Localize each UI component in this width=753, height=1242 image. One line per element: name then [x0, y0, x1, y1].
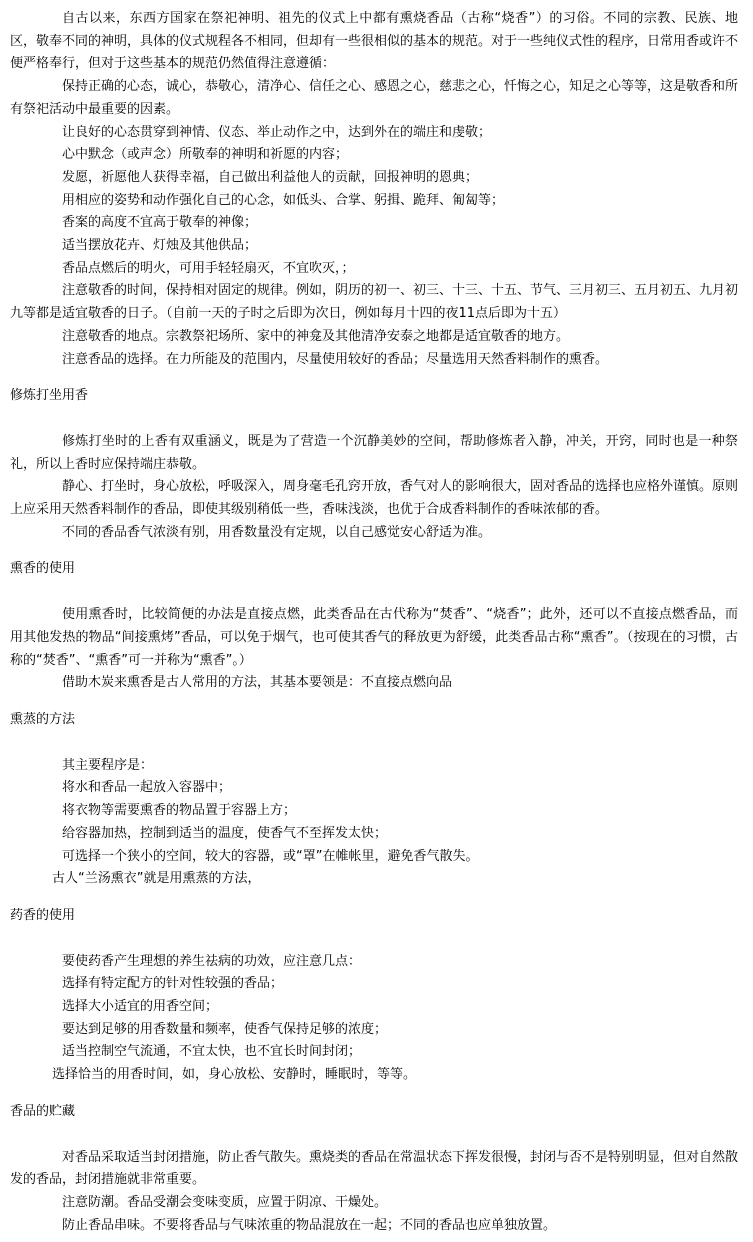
intro-item: 用相应的姿势和动作强化自己的心念，如低头、合掌、躬揖、跪拜、匍匐等； — [62, 192, 505, 208]
incense-use-paragraph: 使用熏香时，比较简便的办法是直接点燃，此类香品在古代称为“焚香”、“烧香”；此外，还可以不直接点燃香品，而用其他发热的物品“间接熏烤”香品，可以免于烟气，也可使其香气的释放更为舒缓，此类香品古称“熏香”。（按现在的习惯，古称的“焚香”、“熏香”可一并称为“熏香”。） — [10, 607, 738, 668]
intro-paragraph-1: 自古以来，东西方国家在祭祀神明、祖先的仪式上中都有熏烧香品（古称“烧香”）的习俗。不同的宗教、民族、地区，敬奉不同的神明，具体的仪式规程各不相同，但却有一些很相似的基本的规范。对于一些纯仪式性的程序，日常用香或许不便严格奉行，但对于这些基本的规范仍然值得注意遵循： — [10, 11, 739, 72]
steaming-step: 给容器加热，控制到适当的温度，使香气不至挥发太快； — [62, 825, 388, 841]
steaming-note: 古人“兰汤熏衣”就是用熏蒸的方法， — [52, 871, 261, 887]
steaming-step: 将水和香品一起放入容器中； — [62, 780, 232, 796]
medicinal-item: 选择恰当的用香时间，如，身心放松、安静时，睡眠时，等等。 — [52, 1067, 417, 1083]
section-heading-incense-use: 熏香的使用 — [10, 561, 76, 577]
meditation-paragraph: 修炼打坐时的上香有双重涵义，既是为了营造一个沉静美妙的空间，帮助修炼者入静，冲关，开窍，同时也是一种祭礼，所以上香时应保持端庄恭敬。 — [10, 433, 738, 472]
steaming-step: 其主要程序是： — [62, 757, 154, 773]
intro-item: 适当摆放花卉、灯烛及其他供品； — [62, 238, 258, 254]
medicinal-item: 选择有特定配方的针对性较强的香品； — [62, 976, 284, 992]
medicinal-item: 要达到足够的用香数量和频率，使香气保持足够的浓度； — [62, 1021, 388, 1037]
section-heading-storage: 香品的贮藏 — [10, 1103, 76, 1119]
intro-item: 让良好的心态贯穿到神情、仪态、举止动作之中，达到外在的端庄和虔敬； — [62, 124, 492, 140]
meditation-paragraph: 不同的香品香气浓淡有别，用香数量没有定规，以自己感觉安心舒适为准。 — [62, 524, 492, 540]
storage-paragraph: 对香品采取适当封闭措施，防止香气散失。熏烧类的香品在常温状态下挥发很慢，封闭与否不是特别明显，但对自然散发的香品，封闭措施就非常重要。 — [10, 1149, 739, 1188]
intro-item: 心中默念（或声念）所敬奉的神明和祈愿的内容； — [62, 147, 349, 163]
article — [10, 8, 738, 1237]
incense-use-paragraph: 借助木炭来熏香是古人常用的方法，其基本要领是：不直接点燃向品 — [62, 675, 453, 691]
intro-item: 香品点燃后的明火，可用手轻轻扇灭，不宜吹灭，； — [62, 260, 355, 276]
intro-item: 注意香品的选择。在力所能及的范围内，尽量使用较好的香品；尽量选用天然香料制作的熏香。 — [62, 351, 609, 367]
intro-item: 香案的高度不宜高于敬奉的神像； — [62, 215, 258, 231]
medicinal-item: 要使药香产生理想的养生祛病的功效，应注意几点： — [62, 953, 362, 969]
meditation-paragraph: 静心、打坐时，身心放松，呼吸深入，周身毫毛孔窍开放，香气对人的影响很大，固对香品的选择也应格外谨慎。原则上应采用天然香料制作的香品，即使其级别稍低一些，香味浅淡，也优于合成香料制作的香味浓郁的香。 — [10, 479, 739, 518]
section-heading-meditation: 修炼打坐用香 — [10, 388, 89, 404]
intro-paragraph-time: 注意敬香的时间，保持相对固定的规律。例如，阴历的初一、初三、十三、十五、节气、三月初三、五月初五、九月初九等都是适宜敬香的日子。（自前一天的子时之后即为次日，例如每月十四的夜11点后即为十五） — [10, 283, 739, 322]
medicinal-item: 选择大小适宜的用香空间； — [62, 999, 219, 1015]
intro-item: 注意敬香的地点。宗教祭祀场所、家中的神龛及其他清净安泰之地都是适宜敬香的地方。 — [62, 328, 570, 344]
steaming-step: 可选择一个狭小的空间，较大的容器，或“罩”在帷帐里，避免香气散失。 — [62, 848, 479, 864]
storage-paragraph: 注意防潮。香品受潮会变味变质，应置于阴凉、干燥处。 — [62, 1194, 388, 1210]
steaming-step: 将衣物等需要熏香的物品置于容器上方； — [62, 803, 297, 819]
section-heading-steaming: 熏蒸的方法 — [10, 711, 76, 727]
medicinal-item: 适当控制空气流通，不宜太快，也不宜长时间封闭； — [62, 1044, 362, 1060]
storage-paragraph: 防止香品串味。不要将香品与气味浓重的物品混放在一起；不同的香品也应单独放置。 — [62, 1217, 557, 1233]
intro-paragraph-2: 保持正确的心态，诚心，恭敬心，清净心、信任之心、感恩之心，慈悲之心，忏悔之心，知足之心等等，这是敬香和所有祭祀活动中最重要的因素。 — [10, 79, 739, 117]
section-heading-medicinal: 药香的使用 — [10, 907, 76, 923]
intro-item: 发愿，祈愿他人获得幸福，自己做出利益他人的贡献，回报神明的恩典； — [62, 169, 479, 185]
